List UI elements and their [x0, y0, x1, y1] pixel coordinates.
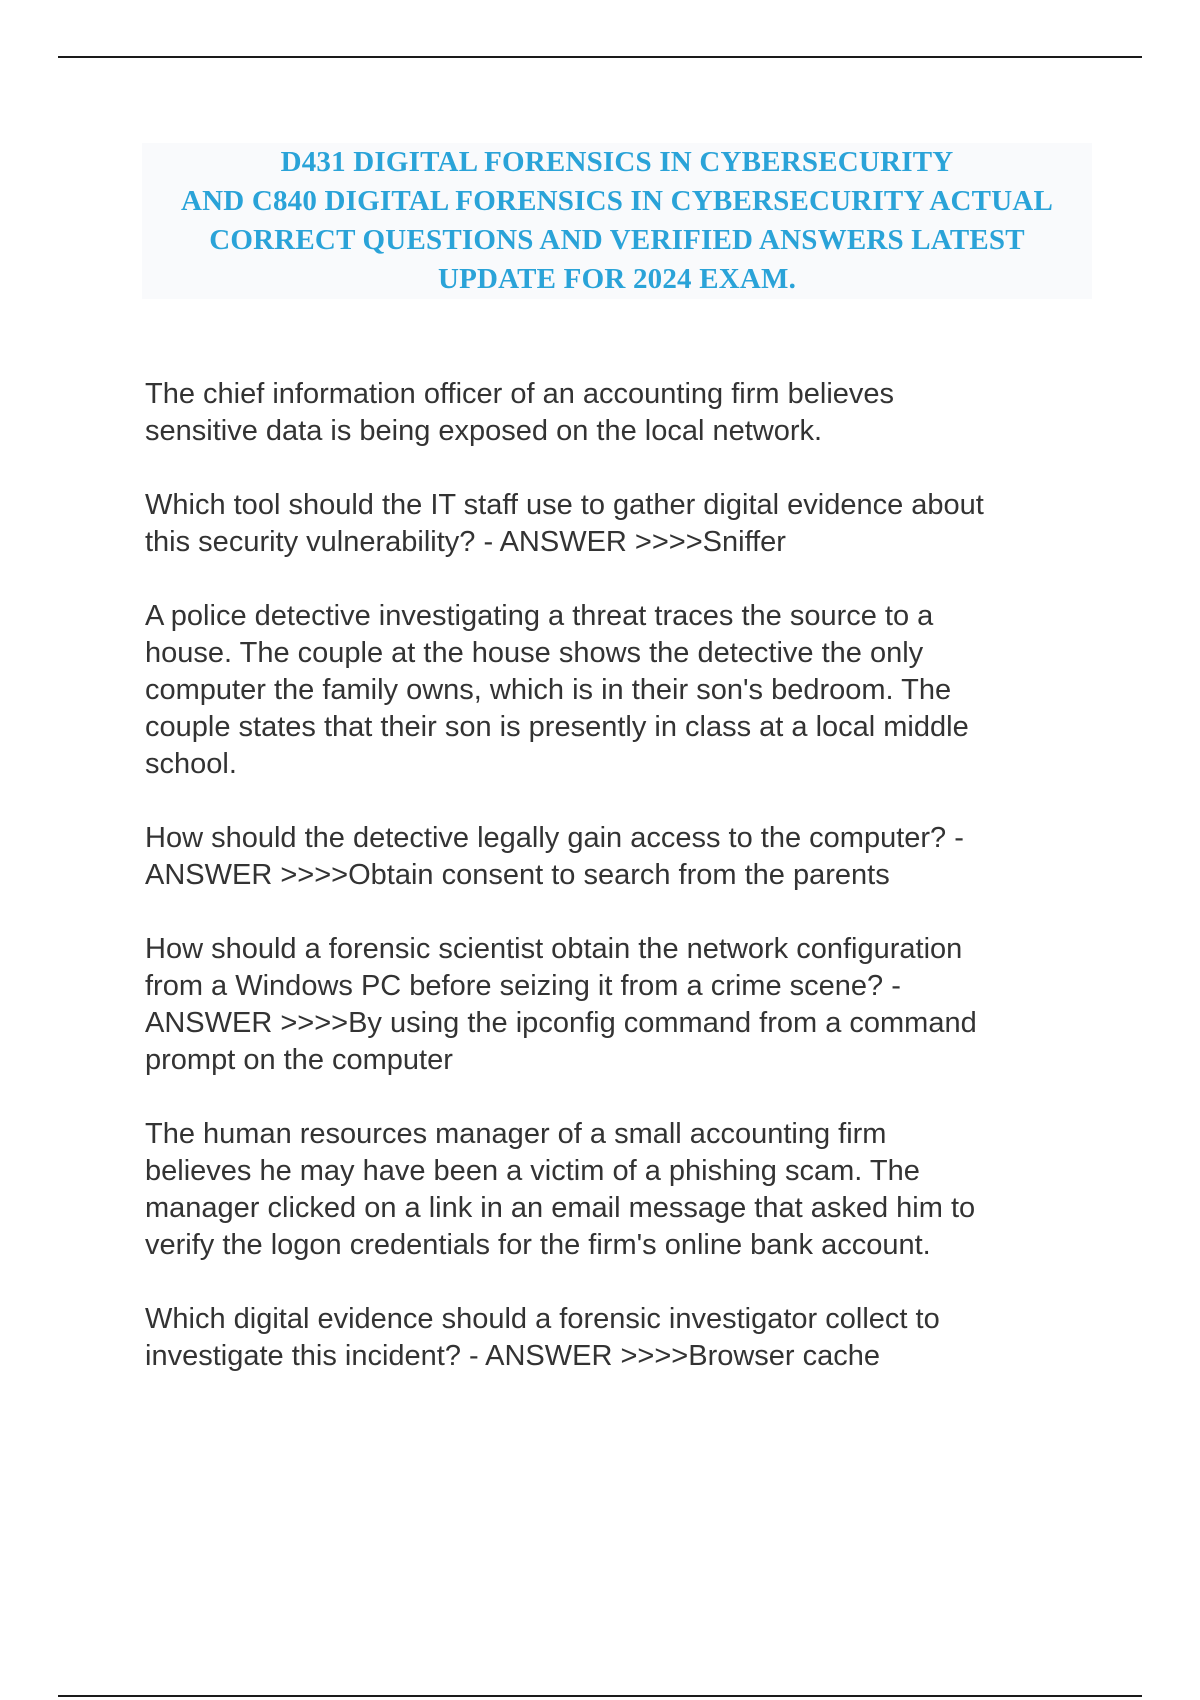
title-line: CORRECT QUESTIONS AND VERIFIED ANSWERS LATEST: [209, 224, 1025, 256]
footer-rule: [58, 1695, 1142, 1697]
text-line: this security vulnerability? - ANSWER >>>>Sniffer: [145, 526, 786, 558]
text-line: from a Windows PC before seizing it from a crime scene? -: [145, 970, 901, 1002]
title-line: UPDATE FOR 2024 EXAM.: [437, 263, 797, 295]
text-line: Which digital evidence should a forensic investigator collect to: [145, 1303, 940, 1335]
text-line: couple states that their son is presently in class at a local middle: [145, 711, 969, 743]
text-line: manager clicked on a link in an email message that asked him to: [145, 1192, 976, 1224]
text-line: Which tool should the IT staff use to gather digital evidence about: [145, 489, 984, 521]
header-rule: [58, 56, 1142, 58]
text-line: The chief information officer of an accounting firm believes: [145, 378, 895, 410]
question-answer-paragraph: [145, 487, 1100, 561]
text-line: How should a forensic scientist obtain the network configuration: [145, 933, 963, 965]
document-body: [145, 376, 1100, 1412]
text-line: prompt on the computer: [145, 1044, 453, 1076]
text-line: verify the logon credentials for the firm's online bank account.: [145, 1229, 931, 1261]
question-answer-paragraph: [145, 931, 1100, 1079]
text-line: school.: [145, 748, 237, 780]
title-line: D431 DIGITAL FORENSICS IN CYBERSECURITY: [280, 146, 954, 178]
question-paragraph: [145, 598, 1100, 783]
text-line: ANSWER >>>>By using the ipconfig command from a command: [145, 1007, 977, 1039]
text-line: computer the family owns, which is in their son's bedroom. The: [145, 674, 952, 706]
text-line: house. The couple at the house shows the detective the only: [145, 637, 924, 669]
text-line: The human resources manager of a small accounting firm: [145, 1118, 887, 1150]
text-line: believes he may have been a victim of a phishing scam. The: [145, 1155, 920, 1187]
text-line: How should the detective legally gain access to the computer? -: [145, 822, 964, 854]
question-answer-paragraph: [145, 820, 1100, 894]
text-line: investigate this incident? - ANSWER >>>>Browser cache: [145, 1340, 881, 1372]
text-line: ANSWER >>>>Obtain consent to search from the parents: [145, 859, 890, 891]
question-answer-paragraph: [145, 1301, 1100, 1375]
document-title: [142, 143, 1092, 299]
text-line: sensitive data is being exposed on the local network.: [145, 415, 823, 447]
question-paragraph: [145, 1116, 1100, 1264]
question-paragraph: [145, 376, 1100, 450]
text-line: A police detective investigating a threat traces the source to a: [145, 600, 934, 632]
title-line: AND C840 DIGITAL FORENSICS IN CYBERSECURITY ACTUAL: [180, 185, 1054, 217]
